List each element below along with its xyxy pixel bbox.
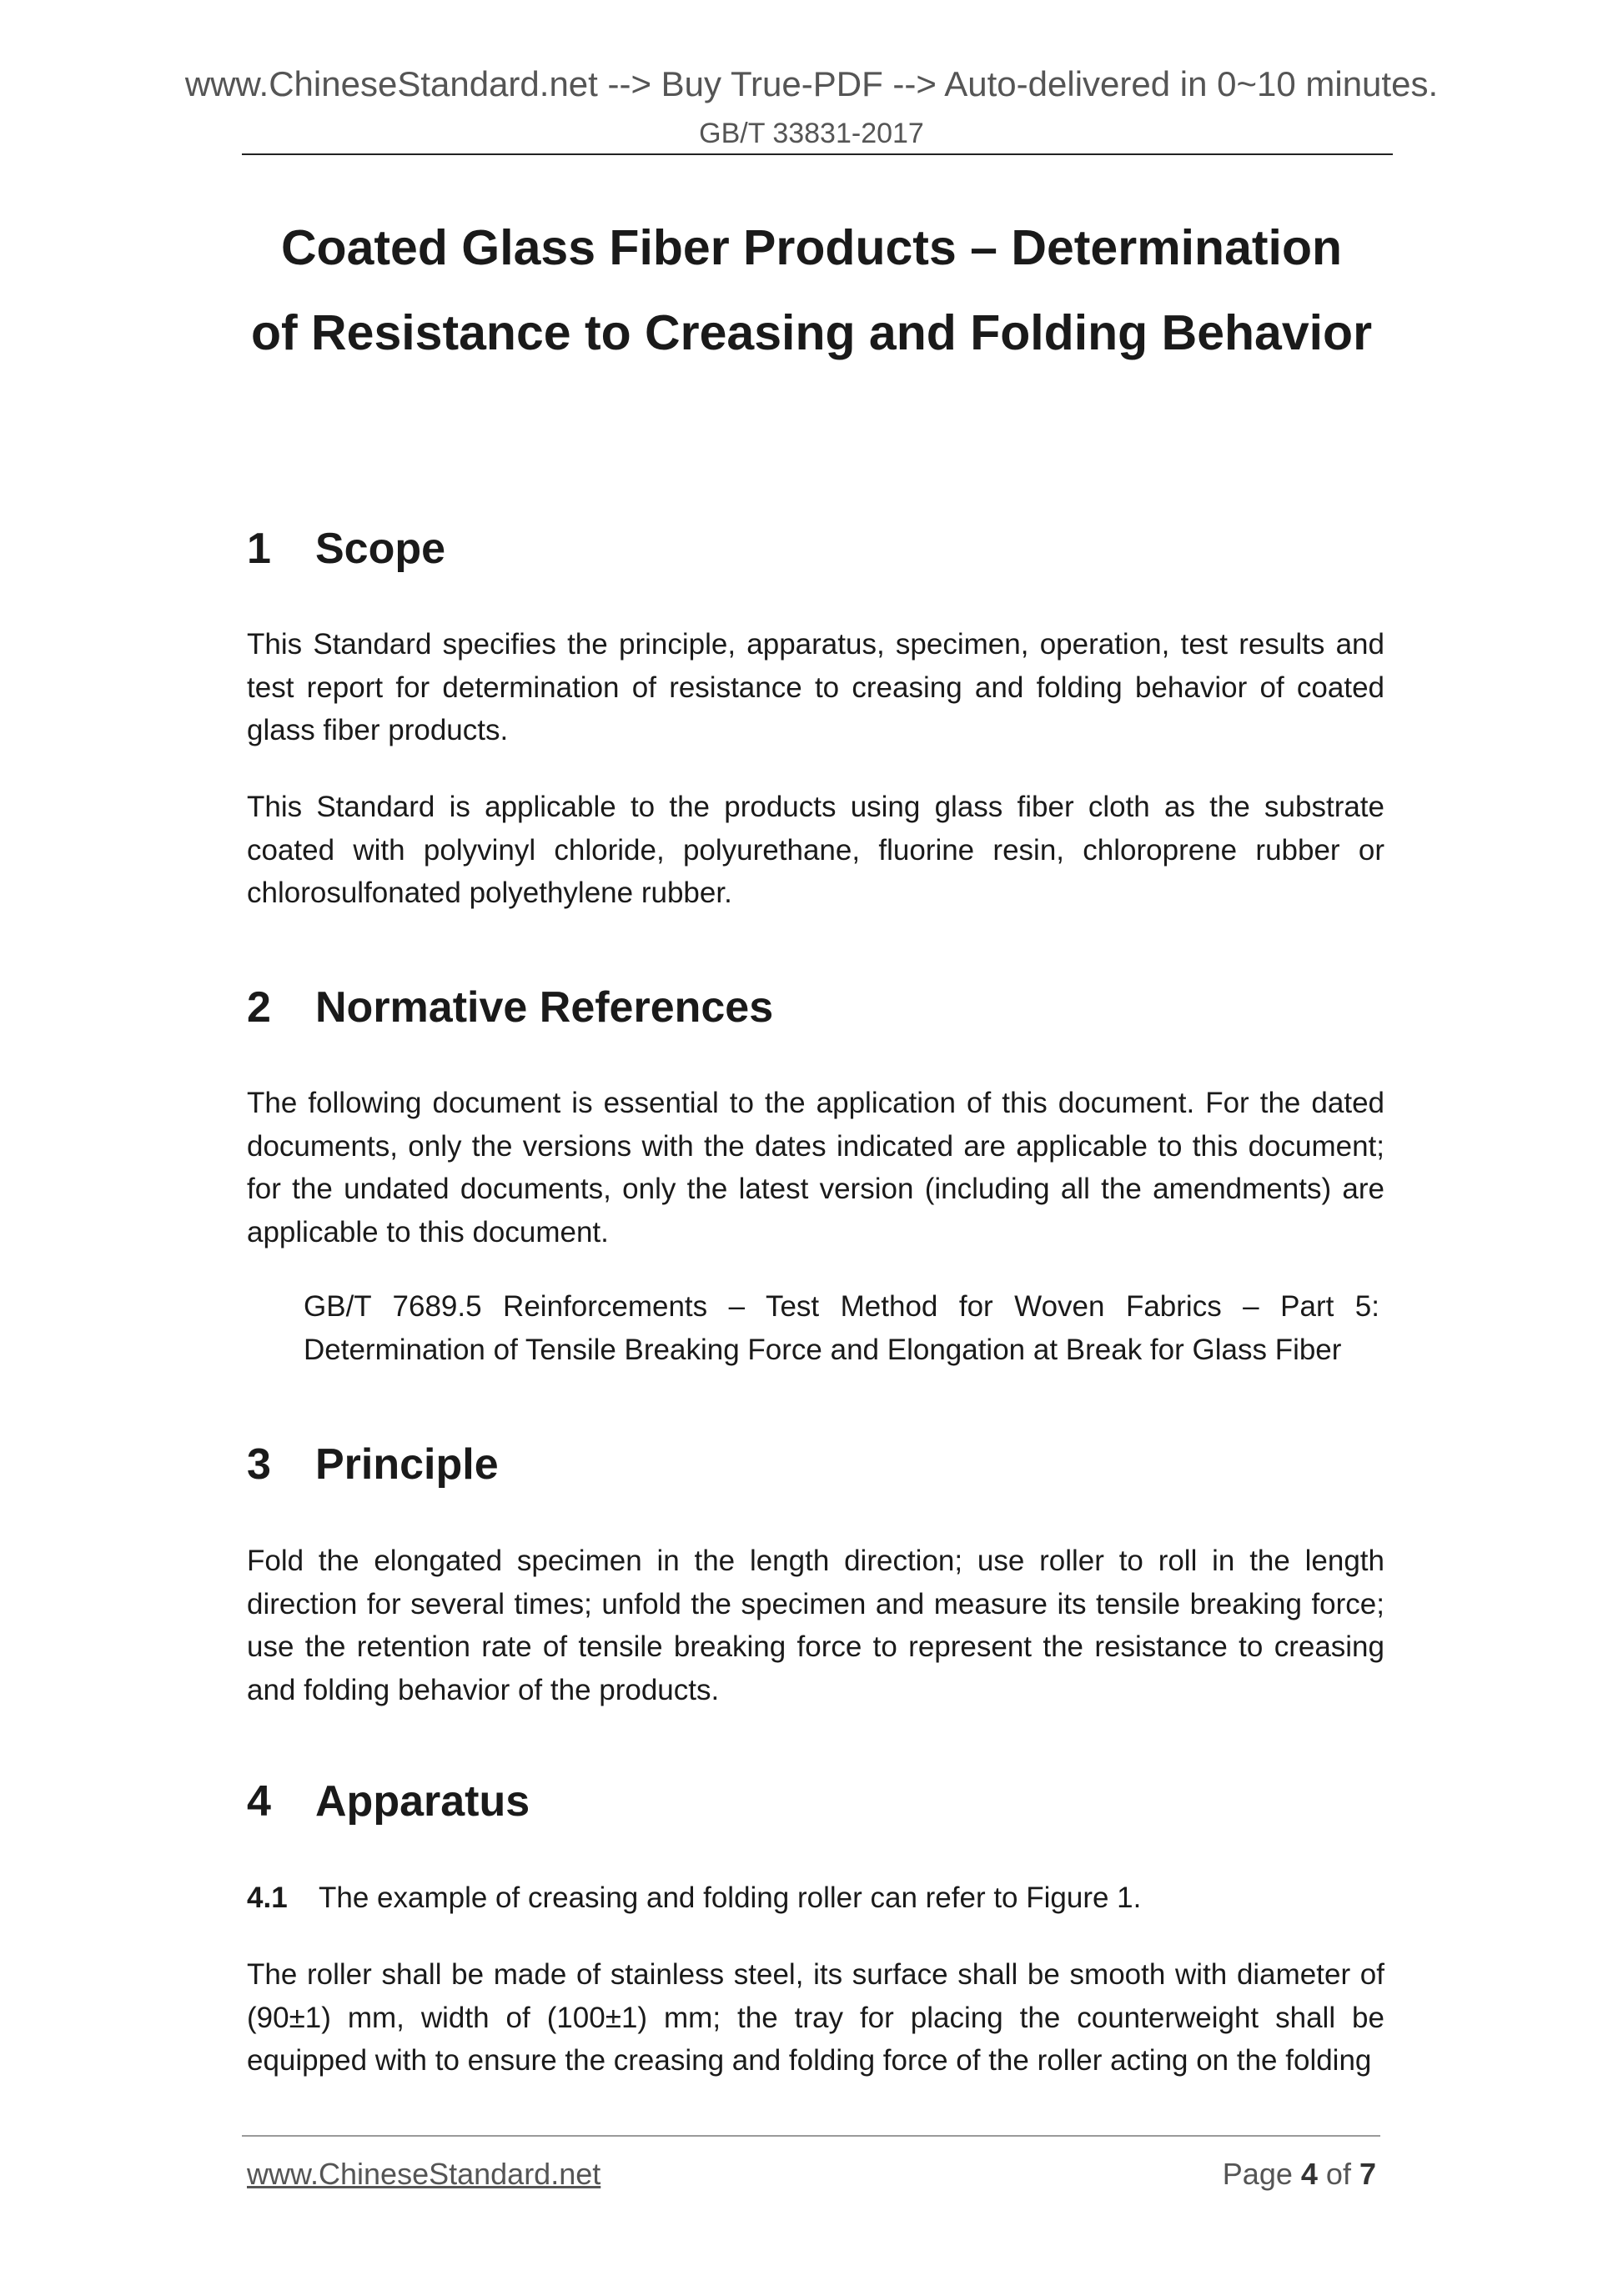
- section-heading-principle: [247, 1439, 499, 1490]
- page-current: 4: [1300, 2157, 1318, 2191]
- apparatus-clause-4-1: [247, 1876, 1384, 1920]
- section-number: 1: [247, 525, 271, 573]
- section-number: 3: [247, 1440, 271, 1489]
- scope-paragraph-1: This Standard specifies the principle, apparatus, specimen, operation, test results and test report for determination of resistance to creasing and folding behavior of coated glass fiber products.: [247, 628, 1384, 746]
- footer-divider: [242, 2135, 1380, 2137]
- page-title: [0, 205, 1623, 375]
- section-heading-apparatus: [247, 1776, 530, 1826]
- reference-item: GB/T 7689.5 Reinforcements – Test Method for Woven Fabrics – Part 5: Determination of Tensile Breaking Force and Elongation at Break for Glass Fiber: [304, 1290, 1379, 1366]
- page-indicator: [1223, 2156, 1376, 2193]
- section-number: 4: [247, 1777, 271, 1826]
- title-line-1: Coated Glass Fiber Products – Determination: [280, 220, 1343, 275]
- page-of: of: [1325, 2157, 1351, 2191]
- page-label: Page: [1222, 2157, 1293, 2191]
- section-title: Scope: [315, 525, 446, 573]
- section-title: Apparatus: [315, 1777, 530, 1826]
- references-paragraph-1: The following document is essential to the application of this document. For the dated documents, only the versions with the dates indicated are applicable to this document; for the undated documents, only the latest version (including all the amendments) are applicable to this document.: [247, 1087, 1384, 1248]
- header-banner: www.ChineseStandard.net --> Buy True-PDF --> Auto-delivered in 0~10 minutes.: [184, 64, 1439, 103]
- clause-number: 4.1: [247, 1882, 288, 1914]
- title-line-2: of Resistance to Creasing and Folding Behavior: [250, 305, 1373, 360]
- footer-website-link[interactable]: www.ChineseStandard.net: [247, 2157, 601, 2191]
- section-heading-scope: [247, 524, 445, 574]
- scope-paragraph-2: This Standard is applicable to the products using glass fiber cloth as the substrate coated with polyvinyl chloride, polyurethane, fluorine resin, chloroprene rubber or chlorosulfonated polyethylene rubber.: [247, 791, 1384, 909]
- clause-text: The example of creasing and folding roller can refer to Figure 1.: [319, 1882, 1142, 1914]
- section-title: Normative References: [315, 983, 774, 1032]
- standard-number: GB/T 33831-2017: [699, 118, 924, 149]
- page-total: 7: [1359, 2157, 1376, 2191]
- principle-paragraph-1: Fold the elongated specimen in the length direction; use roller to roll in the length direction for several times; unfold the specimen and measure its tensile breaking force; use the retention rate of tensile breaking force to represent the resistance to creasing and folding behavior of the products.: [247, 1545, 1384, 1706]
- section-number: 2: [247, 983, 271, 1032]
- section-heading-references: [247, 982, 773, 1032]
- apparatus-paragraph-1: The roller shall be made of stainless steel, its surface shall be smooth with diameter of (90±1) mm, width of (100±1) mm; the tray for placing the counterweight shall be equipped with to ensure the creasing and folding force of the roller acting on the folding: [247, 1958, 1384, 2077]
- header-divider: [242, 153, 1393, 155]
- section-title: Principle: [315, 1440, 499, 1489]
